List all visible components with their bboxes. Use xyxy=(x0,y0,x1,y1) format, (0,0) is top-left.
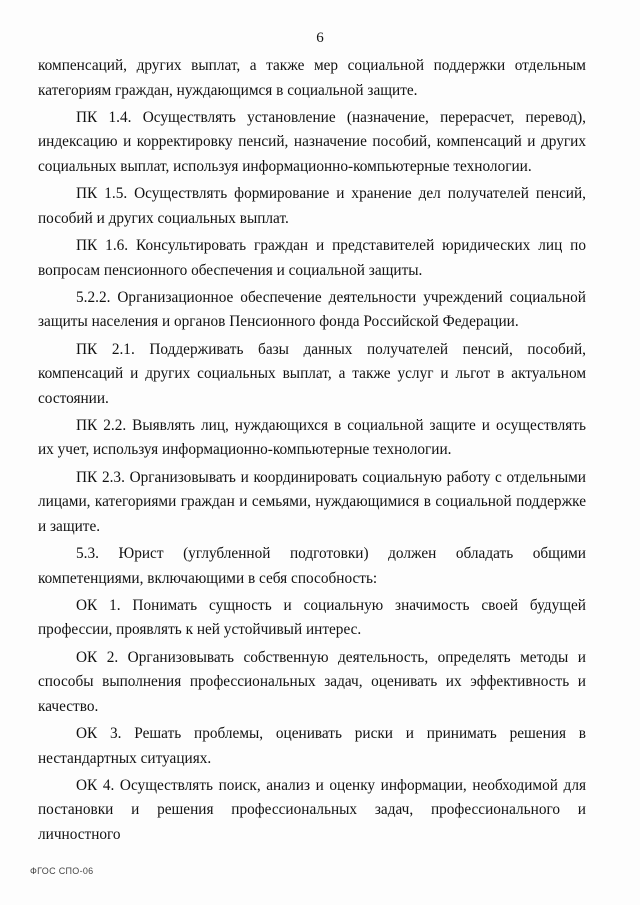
paragraph-pk-1-6: ПК 1.6. Консультировать граждан и представителей юридических лиц по вопросам пенсионного обеспечения и социальной защиты. xyxy=(38,236,586,279)
paragraph-pk-1-5: ПК 1.5. Осуществлять формирование и хранение дел получателей пенсий, пособий и других социальных выплат. xyxy=(38,185,586,227)
footer-code: ФГОС СПО-06 xyxy=(30,866,94,876)
paragraph-pk-1-4: ПК 1.4. Осуществлять установление (назначение, перерасчет, перевод), индексацию и корректировку пенсий, назначение пособий, компенсаций и других социальных выплат, используя информационно-компьютерные технологии. xyxy=(38,108,586,175)
paragraph-ok-4: ОК 4. Осуществлять поиск, анализ и оценку информации, необходимой для постановки и решения профессиональных задач, профессионального и личностного xyxy=(38,776,586,843)
paragraph-ok-3: ОК 3. Решать проблемы, оценивать риски и принимать решения в нестандартных ситуациях. xyxy=(38,724,586,767)
document-body xyxy=(38,54,586,850)
paragraph-ok-2: ОК 2. Организовывать собственную деятельность, определять методы и способы выполнения профессиональных задач, оценивать их эффективность и качество. xyxy=(38,648,586,715)
paragraph-section-5-2-2: 5.2.2. Организационное обеспечение деятельности учреждений социальной защиты населения и органов Пенсионного фонда Российской Федерации. xyxy=(38,288,586,331)
paragraph-pk-2-3: ПК 2.3. Организовывать и координировать социальную работу с отдельными лицами, категориями граждан и семьями, нуждающимися в социальной поддержке и защите. xyxy=(38,468,586,535)
paragraph-pk-2-2: ПК 2.2. Выявлять лиц, нуждающихся в социальной защите и осуществлять их учет, используя информационно-компьютерные технологии. xyxy=(38,416,586,459)
paragraph-pk-2-1: ПК 2.1. Поддерживать базы данных получателей пенсий, пособий, компенсаций и других социальных выплат, а также услуг и льгот в актуальном состоянии. xyxy=(38,340,586,407)
paragraph-ok-1: ОК 1. Понимать сущность и социальную значимость своей будущей профессии, проявлять к ней устойчивый интерес. xyxy=(38,596,586,639)
paragraph-section-5-3: 5.3. Юрист (углубленной подготовки) должен обладать общими компетенциями, включающими в себя способность: xyxy=(38,545,586,587)
page-number: 6 xyxy=(316,30,324,46)
paragraph-continuation: компенсаций, других выплат, а также мер социальной поддержки отдельным категориям граждан, нуждающимся в социальной защите. xyxy=(38,57,586,99)
